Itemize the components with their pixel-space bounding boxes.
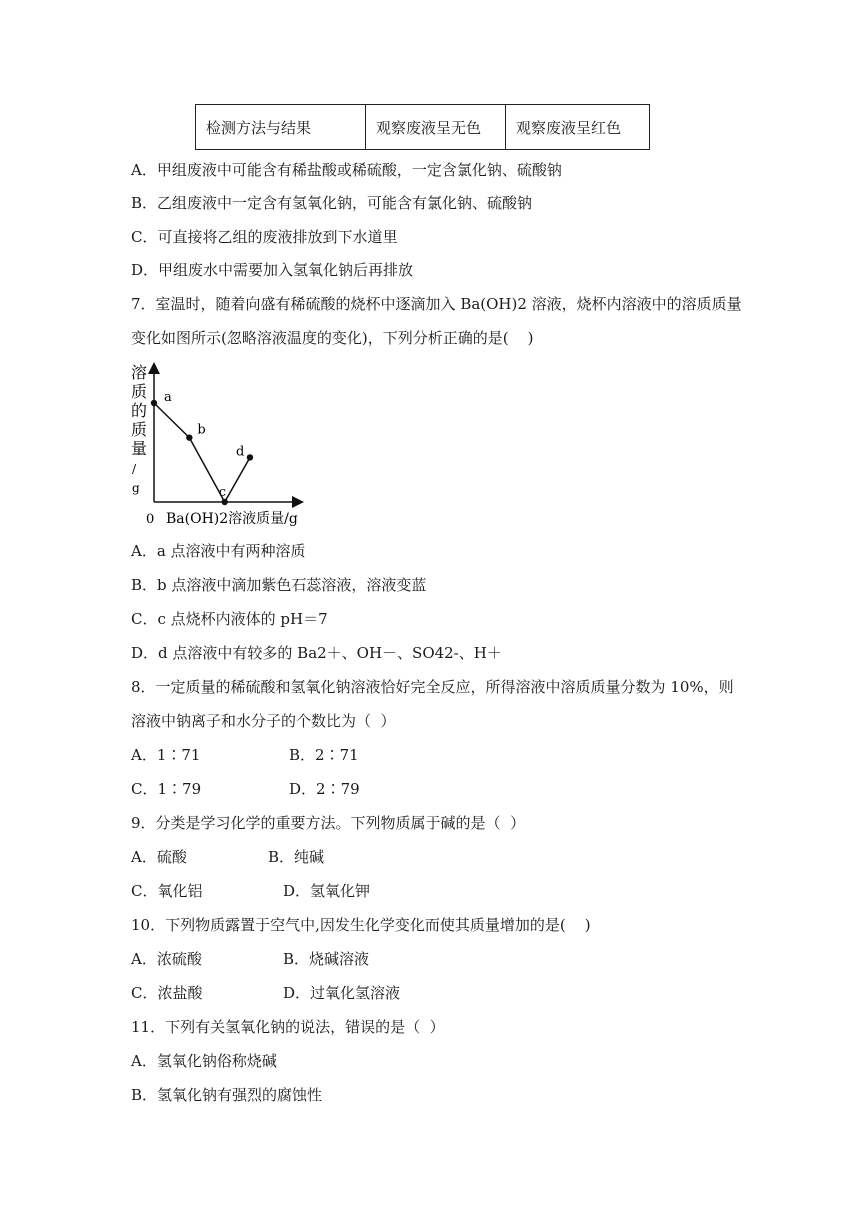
q10-option-c: C．浓盐酸 [131,984,203,1002]
solute-mass-chart [126,362,306,530]
q10-option-b: B．烧碱溶液 [283,950,370,968]
data-point-a [151,400,157,406]
line-segment [154,403,189,438]
q7-option-c: C．c 点烧杯内液体的 pH＝7 [131,610,328,628]
y-axis-label [131,363,147,495]
q8-stem-line1: 8．一定质量的稀硫酸和氢氧化钠溶液恰好完全反应，所得溶液中溶质质量分数为 10%，则 [131,678,734,696]
q9-option-a: A．硫酸 [131,848,187,866]
detection-table [195,104,650,150]
point-label-a: a [164,390,172,405]
series-line [151,390,253,505]
y-axis-label-char: 溶 [131,363,148,382]
q6-option-c: C．可直接将乙组的废液排放到下水道里 [131,228,398,246]
y-axis-label-char: 的 [131,401,148,420]
table-cell-red: 观察废液呈红色 [516,118,622,137]
line-segment [225,457,250,502]
data-point-b [186,434,192,440]
table-cell-colorless: 观察废液呈无色 [366,105,506,149]
point-label-c: c [218,485,226,500]
y-axis-label-char: / [132,462,137,476]
q7-stem-line2: 变化如图所示(忽略溶液温度的变化)，下列分析正确的是( ) [131,329,534,347]
table-cell-method: 检测方法与结果 [196,105,366,149]
point-label-d: d [235,444,245,460]
x-axis-label: Ba(OH)2溶液质量/g [166,511,298,527]
q9-stem: 9．分类是学习化学的重要方法。下列物质属于碱的是（ ） [131,814,526,832]
y-axis-label-char: 量 [131,439,148,458]
q7-stem-line1: 7．室温时，随着向盛有稀硫酸的烧杯中逐滴加入 Ba(OH)2 溶液，烧杯内溶液中的溶质质量 [131,295,742,313]
q6-option-a: A．甲组废液中可能含有稀盐酸或稀硫酸，一定含氯化钠、硫酸钠 [131,161,562,179]
q8-option-c: C．1∶79 [131,780,202,798]
y-axis-label-char: g [132,481,140,495]
q8-stem-line2: 溶液中钠离子和水分子的个数比为（ ） [131,712,396,730]
q11-option-b: B．氢氧化钠有强烈的腐蚀性 [131,1086,323,1104]
chart-svg [126,362,306,530]
q8-option-d: D．2∶79 [289,780,360,798]
origin-label: 0 [146,512,155,527]
q9-option-d: D．氢氧化钾 [283,882,371,900]
q7-option-b: B．b 点溶液中滴加紫色石蕊溶液，溶液变蓝 [131,576,427,594]
q10-option-a: A．浓硫酸 [131,950,202,968]
data-point-d [247,454,253,460]
q10-option-d: D．过氧化氢溶液 [283,984,401,1002]
q11-stem: 11．下列有关氢氧化钠的说法，错误的是（ ） [131,1018,445,1036]
point-label-b: b [197,422,206,438]
q7-option-d: D．d 点溶液中有较多的 Ba2＋、OH－、SO42-、H＋ [131,644,502,662]
q6-option-d: D．甲组废水中需要加入氢氧化钠后再排放 [131,261,414,279]
y-axis-label-char: 质 [131,382,148,401]
q7-option-a: A．a 点溶液中有两种溶质 [131,542,306,560]
q9-option-c: C．氧化铝 [131,882,203,900]
q10-stem: 10．下列物质露置于空气中,因发生化学变化而使其质量增加的是( ) [131,916,591,934]
y-axis-label-char: 质 [131,420,148,439]
q9-option-b: B．纯碱 [268,848,325,866]
q11-option-a: A．氢氧化钠俗称烧碱 [131,1052,277,1070]
q8-option-a: A．1∶71 [131,746,201,764]
q8-option-b: B．2∶71 [289,746,359,764]
q6-option-b: B．乙组废液中一定含有氢氧化钠，可能含有氯化钠、硫酸钠 [131,194,533,212]
